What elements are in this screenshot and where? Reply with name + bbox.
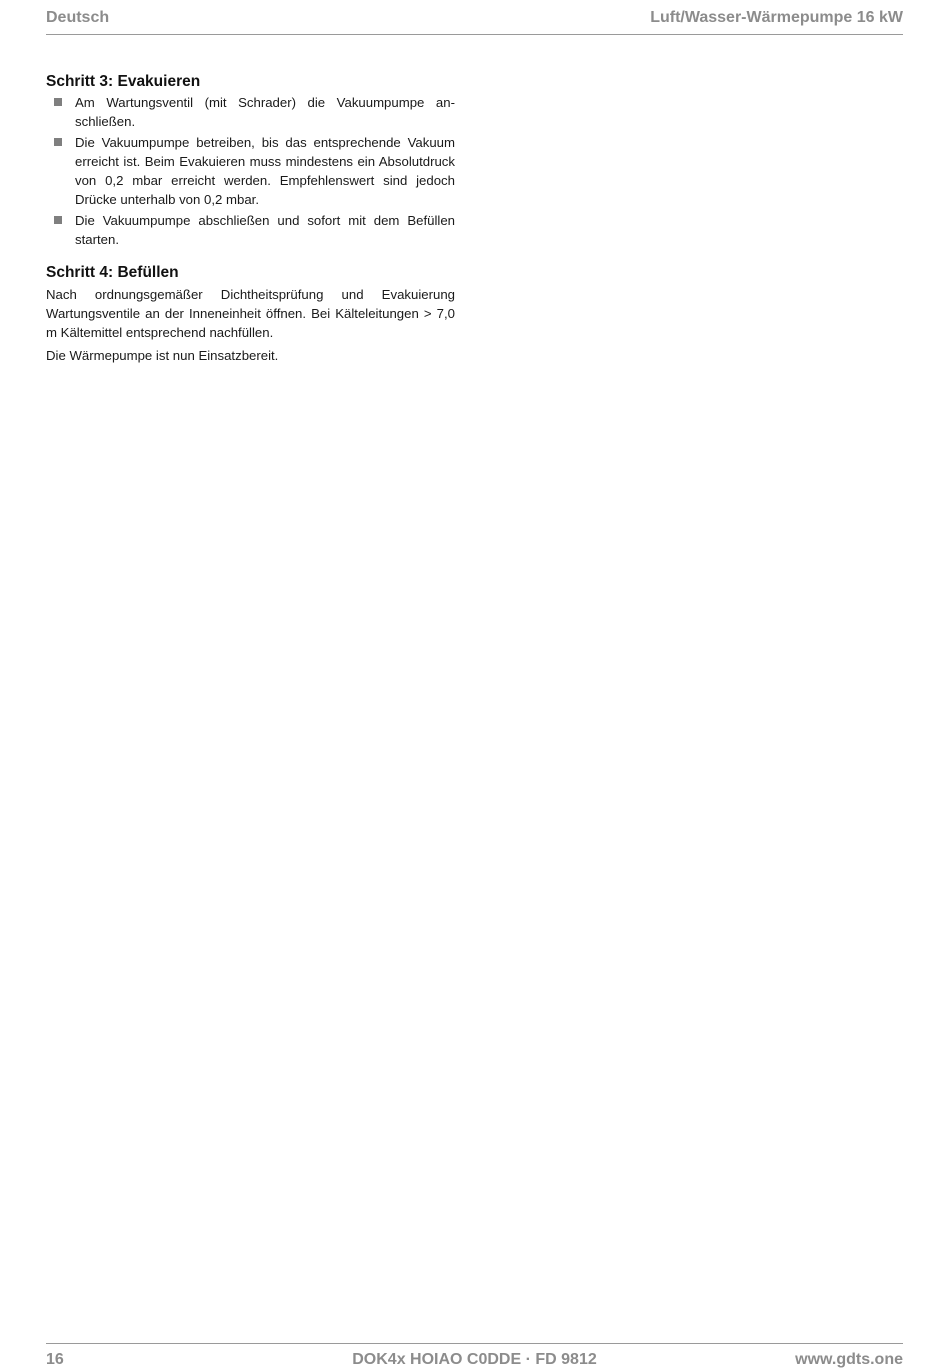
square-bullet-icon [54, 98, 62, 106]
square-bullet-icon [54, 216, 62, 224]
page-number: 16 [46, 1351, 64, 1368]
square-bullet-icon [54, 138, 62, 146]
list-item [46, 133, 455, 209]
document-id: DOK4x HOIAO C0DDE · FD 9812 [352, 1351, 597, 1368]
list-item [46, 93, 455, 131]
list-item-text: Die Vakuumpumpe abschließen und sofort mit dem Befüllen starten. [75, 213, 455, 247]
page-header [46, 0, 903, 35]
list-item-text: Die Vakuumpumpe betreiben, bis das entsprechende Vakuum erreicht ist. Beim Evakuieren muss mindestens ein Absolutdruck von 0,2 mbar erreicht werden. Empfehlenswert sind jedoch Drücke unterhalb von 0,2 mbar. [75, 135, 455, 207]
section-heading-step-3: Schritt 3: Evakuieren [46, 73, 201, 90]
list-item-text: Am Wartungsventil (mit Schrader) die Vakuumpumpe anschließen. [75, 95, 455, 129]
header-product-title: Luft/Wasser-Wärmepumpe 16 kW [650, 9, 903, 26]
step-3-list [46, 93, 455, 249]
main-content [46, 72, 455, 365]
section-step-4 [46, 263, 455, 365]
header-language: Deutsch [46, 9, 110, 26]
page-footer [46, 1343, 903, 1370]
section-heading-step-4: Schritt 4: Befüllen [46, 264, 179, 281]
website-link[interactable]: www.gdts.one [795, 1351, 903, 1368]
list-item [46, 211, 455, 249]
paragraph-filling-instructions: Nach ordnungsgemäßer Dichtheitsprüfung und Evakuierung Wartungsventile an der Inneneinheit öffnen. Bei Kälteleitungen > 7,0 m Kältemittel entsprechend nachfüllen. [46, 287, 455, 340]
section-step-3 [46, 72, 455, 249]
paragraph-ready-note: Die Wärmepumpe ist nun Einsatzbereit. [46, 348, 279, 363]
